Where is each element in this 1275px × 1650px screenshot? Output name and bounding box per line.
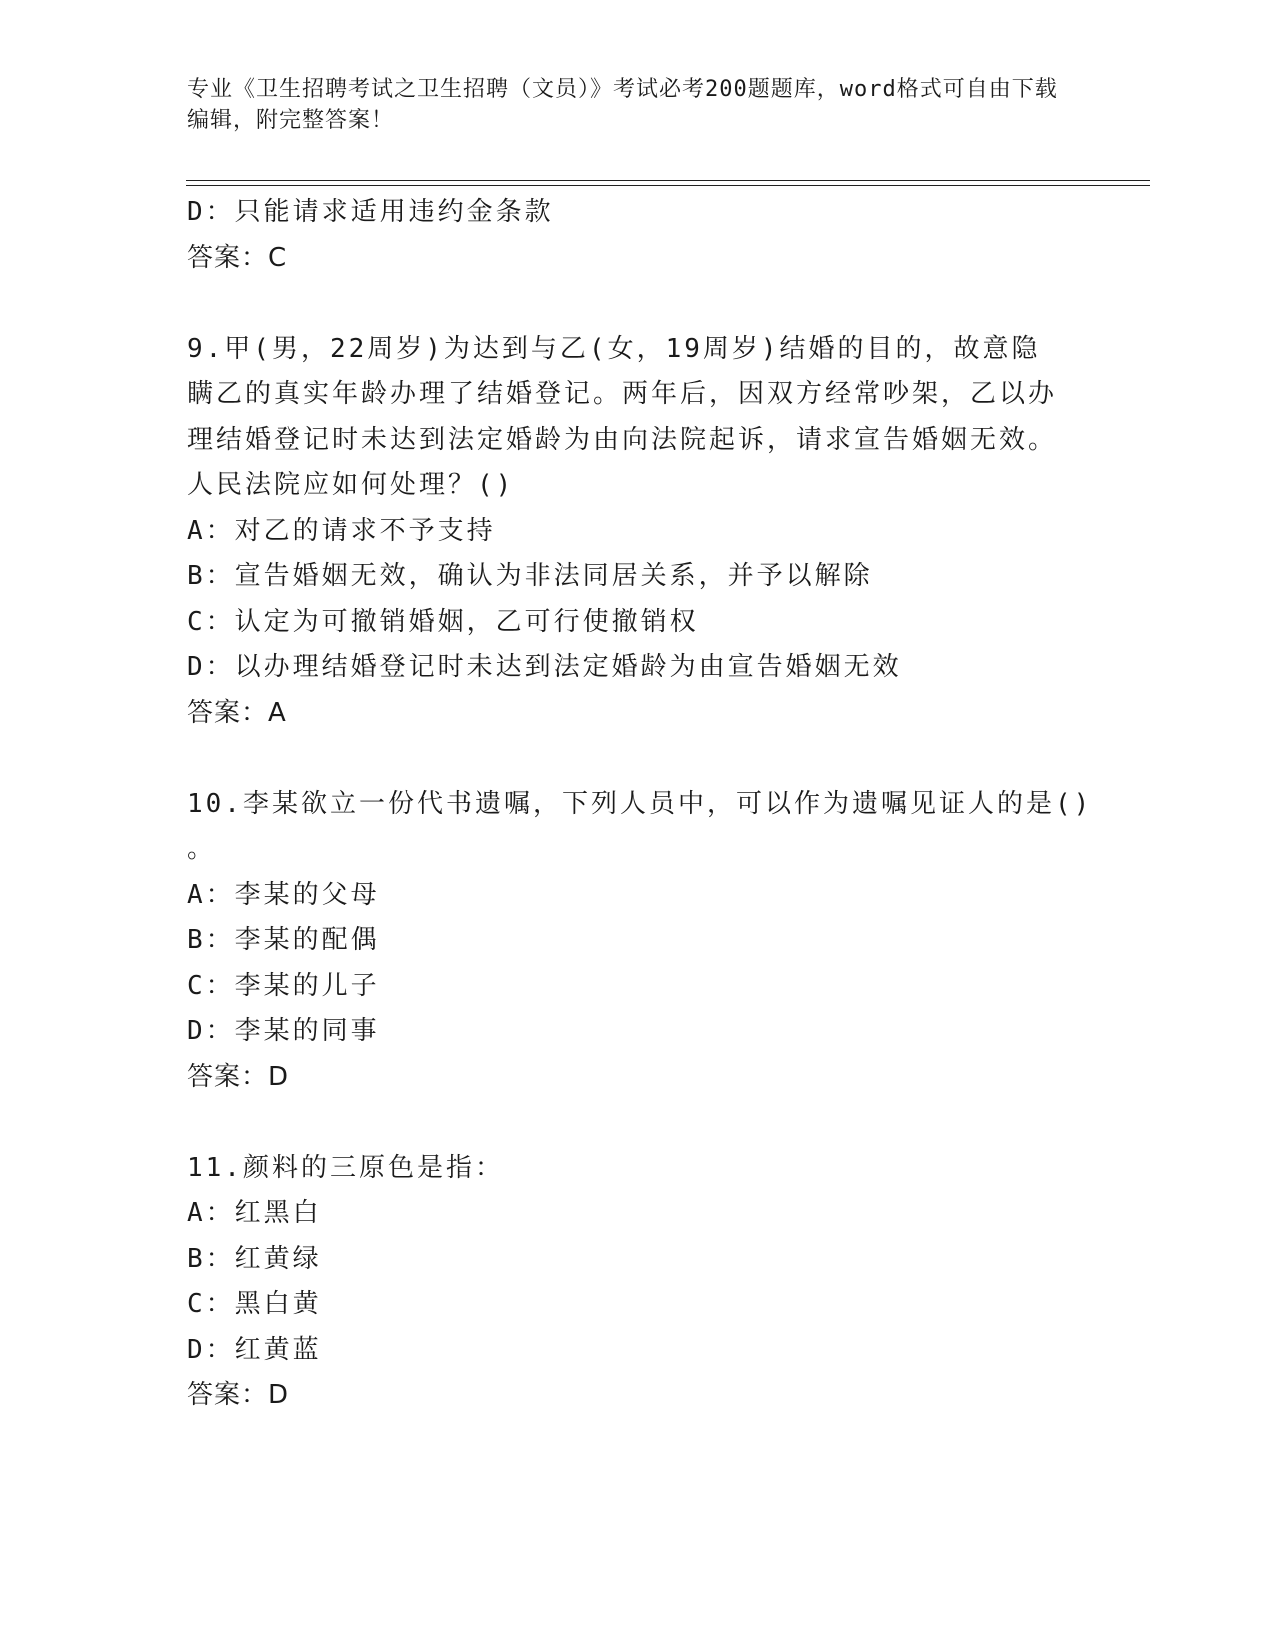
header-divider-bottom bbox=[186, 185, 1150, 186]
spacer bbox=[187, 736, 1087, 782]
option-a: A：对乙的请求不予支持 bbox=[187, 515, 496, 546]
answer: 答案：A bbox=[187, 697, 287, 728]
question-stem-tail: 。 bbox=[187, 834, 217, 864]
question-stem: 10.李某欲立一份代书遗嘱，下列人员中，可以作为遗嘱见证人的是() bbox=[187, 788, 1093, 819]
option-b: B：宣告婚姻无效，确认为非法同居关系，并予以解除 bbox=[187, 561, 873, 591]
answer: 答案：D bbox=[187, 1380, 290, 1410]
question-9 bbox=[187, 327, 1087, 737]
option-a: A：李某的父母 bbox=[187, 879, 380, 910]
option-d: D：以办理结婚登记时未达到法定婚龄为由宣告婚姻无效 bbox=[187, 652, 902, 682]
question-8-tail bbox=[187, 190, 1087, 281]
spacer bbox=[187, 281, 1087, 327]
option-c: C：认定为可撤销婚姻，乙可行使撤销权 bbox=[187, 606, 699, 637]
question-11 bbox=[187, 1146, 1087, 1419]
option-d: D：只能请求适用违约金条款 bbox=[187, 197, 554, 227]
option-b: B：李某的配偶 bbox=[187, 925, 380, 955]
question-10 bbox=[187, 782, 1093, 1101]
answer: 答案：C bbox=[187, 242, 288, 273]
option-c: C：李某的儿子 bbox=[187, 970, 380, 1001]
header-divider-top bbox=[186, 180, 1150, 181]
option-c: C：黑白黄 bbox=[187, 1289, 322, 1319]
option-d: D：红黄蓝 bbox=[187, 1334, 322, 1365]
answer: 答案：D bbox=[187, 1061, 290, 1092]
question-stem: 9.甲(男，22周岁)为达到与乙(女，19周岁)结婚的目的，故意隐瞒乙的真实年龄办理了结婚登记。两年后，因双方经常吵架，乙以办理结婚登记时未达到法定婚龄为由向法院起诉，请求宣告婚姻无效。人民法院应如何处理？() bbox=[187, 333, 1058, 500]
question-stem: 11.颜料的三原色是指： bbox=[187, 1152, 504, 1183]
question-list bbox=[187, 190, 1093, 1419]
option-d: D：李某的同事 bbox=[187, 1016, 380, 1046]
document-header: 专业《卫生招聘考试之卫生招聘（文员）》考试必考200题题库，word格式可自由下载编辑，附完整答案！ bbox=[187, 77, 1058, 133]
option-b: B：红黄绿 bbox=[187, 1243, 322, 1274]
option-a: A：红黑白 bbox=[187, 1198, 322, 1228]
spacer bbox=[187, 1100, 1087, 1146]
